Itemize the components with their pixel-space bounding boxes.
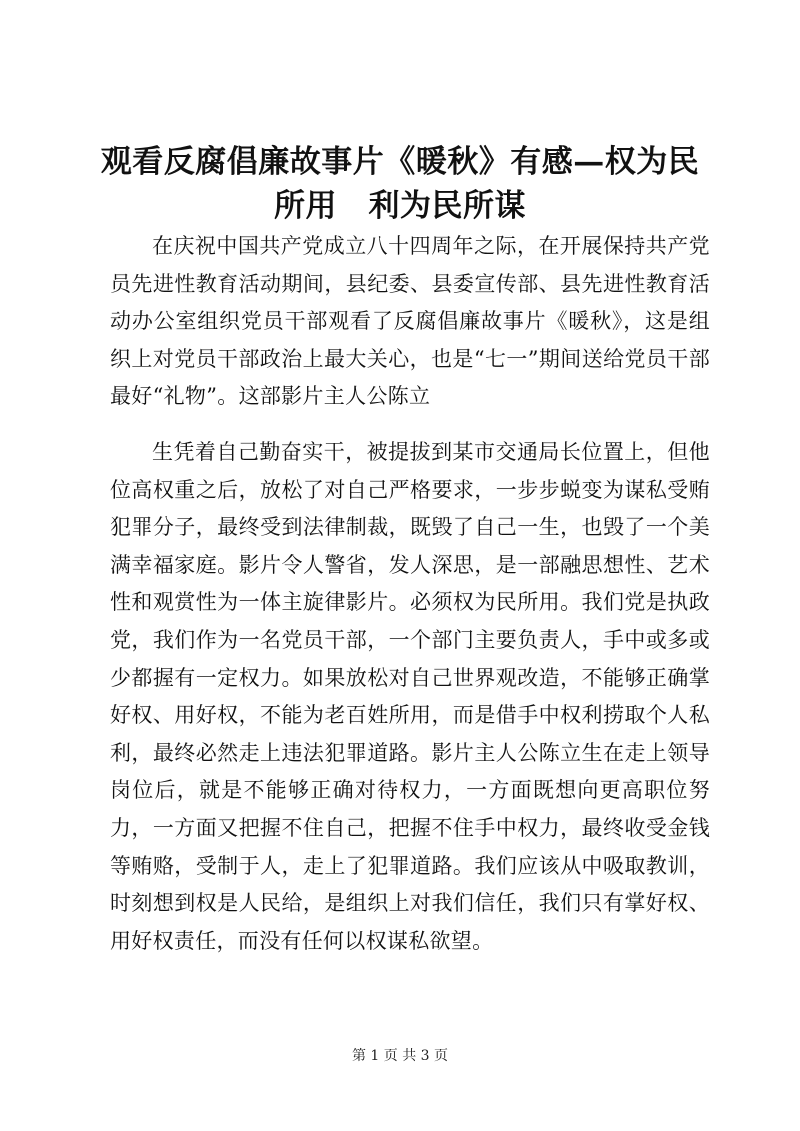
page-number-footer: 第 1 页 共 3 页 bbox=[351, 1048, 449, 1064]
document-title: 观看反腐倡廉故事片《暖秋》有感—权为民所用 利为民所谋 bbox=[100, 144, 700, 224]
body-paragraph-1: 在庆祝中国共产党成立八十四周年之际，在开展保持共产党员先进性教育活动期间，县纪委、县委宣传部、县先进性教育活动办公室组织党员干部观看了反腐倡廉故事片《暖秋》，这是组织上对党员干部政治上最大关心，也是“七一”期间送给党员干部最好“礼物”。这部影片主人公陈立 bbox=[110, 234, 710, 409]
body-paragraph-2: 生凭着自己勤奋实干，被提拔到某市交通局长位置上，但他位高权重之后，放松了对自己严格要求，一步步蜕变为谋私受贿犯罪分子，最终受到法律制裁，既毁了自己一生，也毁了一个美满幸福家庭。影片令人警省，发人深思，是一部融思想性、艺术性和观赏性为一体主旋律影片。必须权为民所用。我们党是执政党，我们作为一名党员干部，一个部门主要负责人，手中或多或少都握有一定权力。如果放松对自己世界观改造，不能够正确掌好权、用好权，不能为老百姓所用，而是借手中权利捞取个人私利，最终必然走上违法犯罪道路。影片主人公陈立生在走上领导岗位后，就是不能够正确对待权力，一方面既想向更高职位努力，一方面又把握不住自己，把握不住手中权力，最终收受金钱等贿赂，受制于人，走上了犯罪道路。我们应该从中吸取教训，时刻想到权是人民给，是组织上对我们信任，我们只有掌好权、用好权责任，而没有任何以权谋私欲望。 bbox=[110, 440, 710, 953]
